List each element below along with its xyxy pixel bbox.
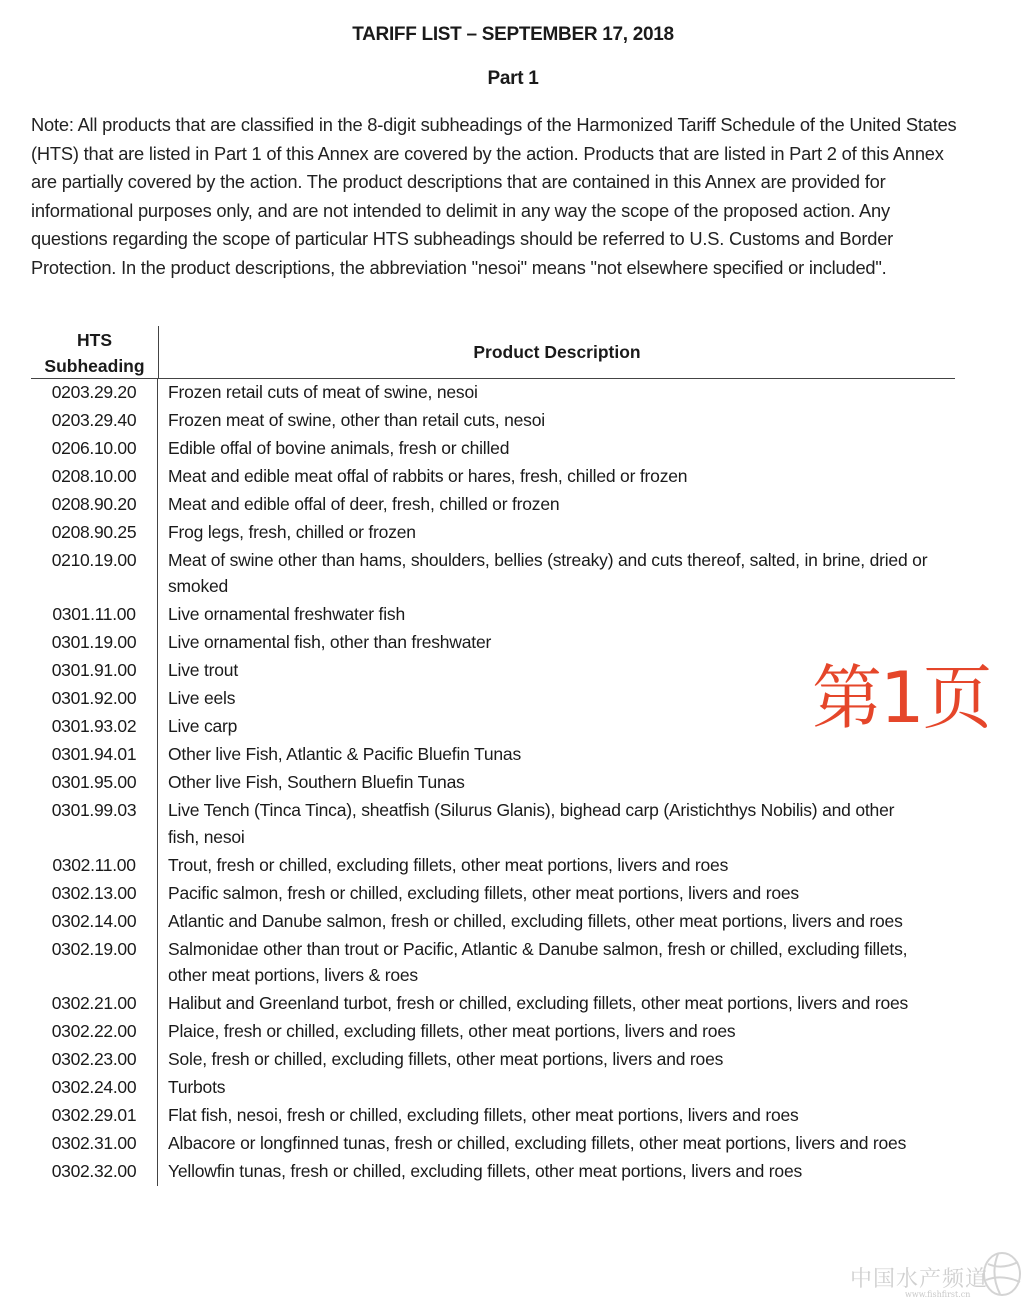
- table-row: [31, 936, 955, 990]
- note-paragraph: Note: All products that are classified in the 8-digit subheadings of the Harmonized Tariff Schedule of the United States (HTS) that are listed in Part 1 of this Annex are covered by the action. Products that are listed in Part 2 of this Annex are partially covered by the action. The product descriptions that are contained in this Annex are provided for informational purposes only, and are not intended to delimit in any way the scope of the proposed action. Any questions regarding the scope of particular HTS subheadings should be referred to U.S. Customs and Border Protection. In the product descriptions, the abbreviation "nesoi" means "not elsewhere specified or included".: [31, 114, 957, 278]
- hts-code-cell: 0302.14.00: [31, 908, 158, 936]
- hts-code-cell: 0302.29.01: [31, 1102, 158, 1130]
- product-description-cell: Live ornamental freshwater fish: [168, 604, 405, 625]
- table-row: [31, 1046, 955, 1074]
- watermark-url: www.fishfirst.cn: [905, 1290, 971, 1299]
- product-description-cell: Live carp: [168, 716, 238, 737]
- product-description-cell: Other live Fish, Southern Bluefin Tunas: [168, 772, 465, 793]
- hts-code-cell: 0301.99.03: [31, 797, 158, 851]
- product-description-cell: Pacific salmon, fresh or chilled, excluding fillets, other meat portions, livers and roes: [168, 882, 799, 903]
- product-description-cell: Plaice, fresh or chilled, excluding fillets, other meat portions, livers and roes: [168, 1021, 736, 1042]
- product-description-cell: Frozen meat of swine, other than retail cuts, nesoi: [168, 410, 545, 430]
- table-row: [31, 1018, 955, 1046]
- hts-code-cell: 0301.93.02: [31, 713, 158, 741]
- hts-code-cell: 0203.29.40: [31, 407, 158, 435]
- page-label: 第1页: [812, 657, 991, 739]
- product-description-cell: Halibut and Greenland turbot, fresh or chilled, excluding fillets, other meat portions, livers and roes: [168, 993, 909, 1014]
- hts-code-cell: 0203.29.20: [31, 379, 158, 407]
- product-description-cell: Salmonidae other than trout or Pacific, Atlantic & Danube salmon, fresh or chilled, excluding fillets, other meat portions, livers & roes: [168, 938, 908, 986]
- table-row: [31, 379, 955, 407]
- table-row: [31, 1074, 955, 1102]
- table-row: [31, 1102, 955, 1130]
- table-row: [31, 797, 955, 851]
- hts-code-cell: 0302.31.00: [31, 1130, 158, 1158]
- header-product-description: Product Description: [473, 342, 641, 362]
- table-row: [31, 1158, 955, 1186]
- hts-code-cell: 0301.94.01: [31, 741, 158, 769]
- hts-code-cell: 0301.11.00: [31, 601, 158, 629]
- product-description-cell: Meat and edible meat offal of rabbits or hares, fresh, chilled or frozen: [168, 466, 688, 486]
- hts-code-cell: 0208.90.20: [31, 491, 158, 519]
- table-row: [31, 519, 955, 547]
- product-description-cell: Live trout: [168, 660, 238, 681]
- hts-code-cell: 0206.10.00: [31, 435, 158, 463]
- product-description-cell: Meat and edible offal of deer, fresh, chilled or frozen: [168, 494, 560, 514]
- product-description-cell: Albacore or longfinned tunas, fresh or chilled, excluding fillets, other meat portions, livers and roes: [168, 1133, 907, 1154]
- hts-code-cell: 0208.90.25: [31, 519, 158, 547]
- hts-code-cell: 0302.24.00: [31, 1074, 158, 1102]
- table-row: [31, 769, 955, 797]
- hts-code-cell: 0301.19.00: [31, 629, 158, 657]
- header-hts-label: HTS: [77, 330, 112, 350]
- document-title: TARIFF LIST – SEPTEMBER 17, 2018: [352, 24, 674, 45]
- hts-code-cell: 0302.32.00: [31, 1158, 158, 1186]
- product-description-cell: Live Tench (Tinca Tinca), sheatfish (Silurus Glanis), bighead carp (Aristichthys Nobilis) and other fish, nesoi: [168, 800, 895, 847]
- table-row: [31, 908, 955, 936]
- product-description-cell: Atlantic and Danube salmon, fresh or chilled, excluding fillets, other meat portions, livers and roes: [168, 910, 903, 931]
- table-row: [31, 1130, 955, 1158]
- hts-code-cell: 0301.95.00: [31, 769, 158, 797]
- product-description-cell: Flat fish, nesoi, fresh or chilled, excluding fillets, other meat portions, livers and roes: [168, 1105, 799, 1126]
- table-row: [31, 990, 955, 1018]
- table-row: [31, 601, 955, 629]
- product-description-cell: Meat of swine other than hams, shoulders, bellies (streaky) and cuts thereof, salted, in brine, dried or smoked: [168, 550, 928, 597]
- hts-code-cell: 0302.11.00: [31, 852, 158, 880]
- header-hts-subheading: [31, 326, 159, 378]
- product-description-cell: Edible offal of bovine animals, fresh or chilled: [168, 438, 510, 458]
- table-row: [31, 547, 955, 601]
- product-description-cell: Frog legs, fresh, chilled or frozen: [168, 522, 416, 542]
- table-row: [31, 407, 955, 435]
- hts-code-cell: 0302.23.00: [31, 1046, 158, 1074]
- hts-code-cell: 0301.92.00: [31, 685, 158, 713]
- product-description-cell: Turbots: [168, 1077, 226, 1098]
- table-row: [31, 880, 955, 908]
- product-description-cell: Other live Fish, Atlantic & Pacific Bluefin Tunas: [168, 744, 522, 765]
- header-subheading-label: Subheading: [44, 356, 145, 376]
- product-description-cell: Trout, fresh or chilled, excluding fillets, other meat portions, livers and roes: [168, 854, 729, 875]
- table-row: [31, 741, 955, 769]
- tariff-table: [31, 326, 955, 1186]
- watermark-text: 中国水产频道: [850, 1267, 989, 1292]
- hts-code-cell: 0301.91.00: [31, 657, 158, 685]
- table-row: [31, 852, 955, 880]
- hts-code-cell: 0302.19.00: [31, 936, 158, 990]
- table-body: [31, 379, 955, 1186]
- hts-code-cell: 0302.13.00: [31, 880, 158, 908]
- hts-code-cell: 0210.19.00: [31, 547, 158, 601]
- hts-code-cell: 0208.10.00: [31, 463, 158, 491]
- table-row: [31, 491, 955, 519]
- table-header: [31, 326, 955, 379]
- table-row: [31, 463, 955, 491]
- product-description-cell: Live ornamental fish, other than freshwater: [168, 632, 492, 653]
- document-part: Part 1: [487, 68, 539, 89]
- product-description-cell: Frozen retail cuts of meat of swine, nesoi: [168, 382, 478, 402]
- product-description-cell: Yellowfin tunas, fresh or chilled, excluding fillets, other meat portions, livers and roes: [168, 1161, 803, 1182]
- hts-code-cell: 0302.22.00: [31, 1018, 158, 1046]
- product-description-cell: Live eels: [168, 688, 236, 709]
- table-row: [31, 435, 955, 463]
- hts-code-cell: 0302.21.00: [31, 990, 158, 1018]
- product-description-cell: Sole, fresh or chilled, excluding fillets, other meat portions, livers and roes: [168, 1049, 724, 1070]
